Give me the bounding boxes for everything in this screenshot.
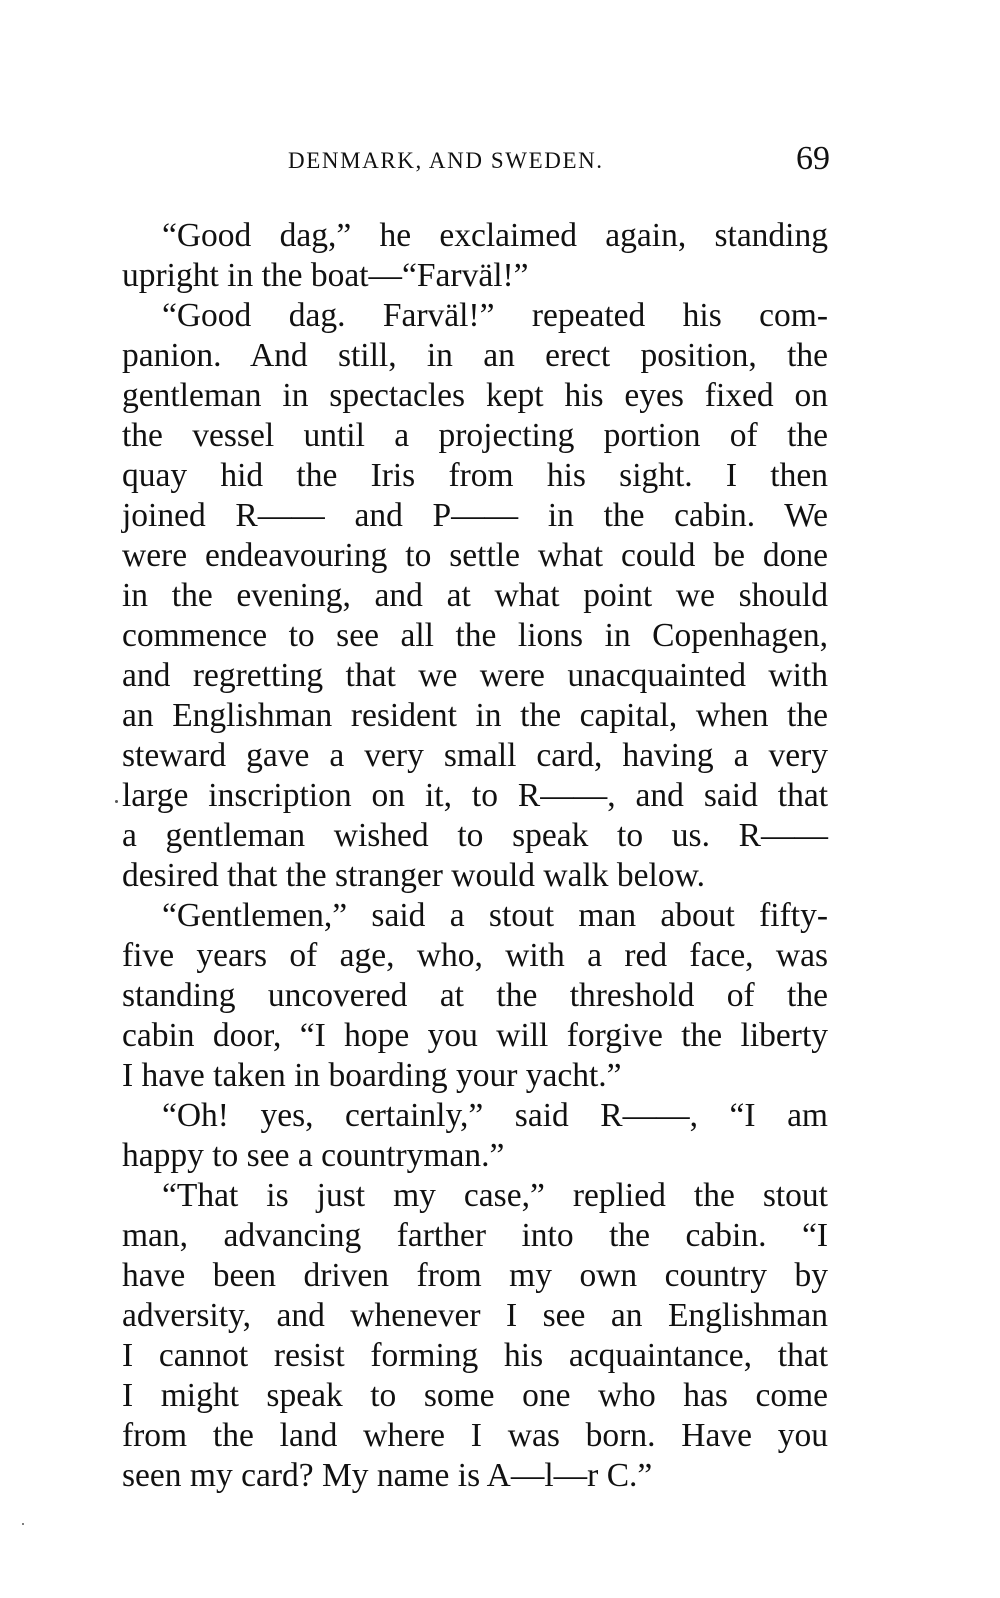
text-line: quay hid the Iris from his sight. I then <box>122 457 828 494</box>
text-line: joined R—— and P—— in the cabin. We <box>122 497 828 534</box>
text-line: man, advancing farther into the cabin. “I <box>122 1217 828 1254</box>
text-line: have been driven from my own country by <box>122 1257 828 1294</box>
text-line: desired that the stranger would walk below. <box>122 857 705 894</box>
text-line: from the land where I was born. Have you <box>122 1417 828 1454</box>
text-line: “Good dag. Farväl!” repeated his com- <box>162 297 828 334</box>
text-line: “Good dag,” he exclaimed again, standing <box>162 217 828 254</box>
text-line: upright in the boat—“Farväl!” <box>122 257 529 294</box>
text-line: steward gave a very small card, having a very <box>122 737 828 774</box>
text-line: standing uncovered at the threshold of the <box>122 977 828 1014</box>
running-head <box>120 140 830 184</box>
text-line: commence to see all the lions in Copenhagen, <box>122 617 828 654</box>
text-line: cabin door, “I hope you will forgive the liberty <box>122 1017 828 1054</box>
running-title: DENMARK, AND SWEDEN. <box>288 148 604 173</box>
text-line: a gentleman wished to speak to us. R—— <box>122 817 828 854</box>
text-line: happy to see a countryman.” <box>122 1137 505 1174</box>
text-line: an Englishman resident in the capital, when the <box>122 697 828 734</box>
text-line: large inscription on it, to R——, and said that <box>122 777 828 814</box>
paper-speck <box>22 1523 24 1525</box>
text-line: were endeavouring to settle what could be done <box>122 537 828 574</box>
text-line: adversity, and whenever I see an Englishman <box>122 1297 828 1334</box>
text-line: seen my card? My name is A—l—r C.” <box>122 1457 653 1494</box>
text-line: panion. And still, in an erect position, the <box>122 337 828 374</box>
text-line: five years of age, who, with a red face, was <box>122 937 828 974</box>
text-line: “Gentlemen,” said a stout man about fifty- <box>162 897 828 934</box>
text-line: and regretting that we were unacquainted with <box>122 657 828 694</box>
body-text <box>122 216 828 1496</box>
text-line: “That is just my case,” replied the stout <box>162 1177 828 1214</box>
text-line: the vessel until a projecting portion of the <box>122 417 828 454</box>
text-line: in the evening, and at what point we should <box>122 577 828 614</box>
text-line: gentleman in spectacles kept his eyes fixed on <box>122 377 828 414</box>
text-line: “Oh! yes, certainly,” said R——, “I am <box>162 1097 828 1134</box>
text-line: I might speak to some one who has come <box>122 1377 828 1414</box>
text-line: I cannot resist forming his acquaintance, that <box>122 1337 828 1374</box>
text-line: I have taken in boarding your yacht.” <box>122 1057 622 1094</box>
paper-speck <box>115 800 118 803</box>
page-number: 69 <box>796 140 830 177</box>
